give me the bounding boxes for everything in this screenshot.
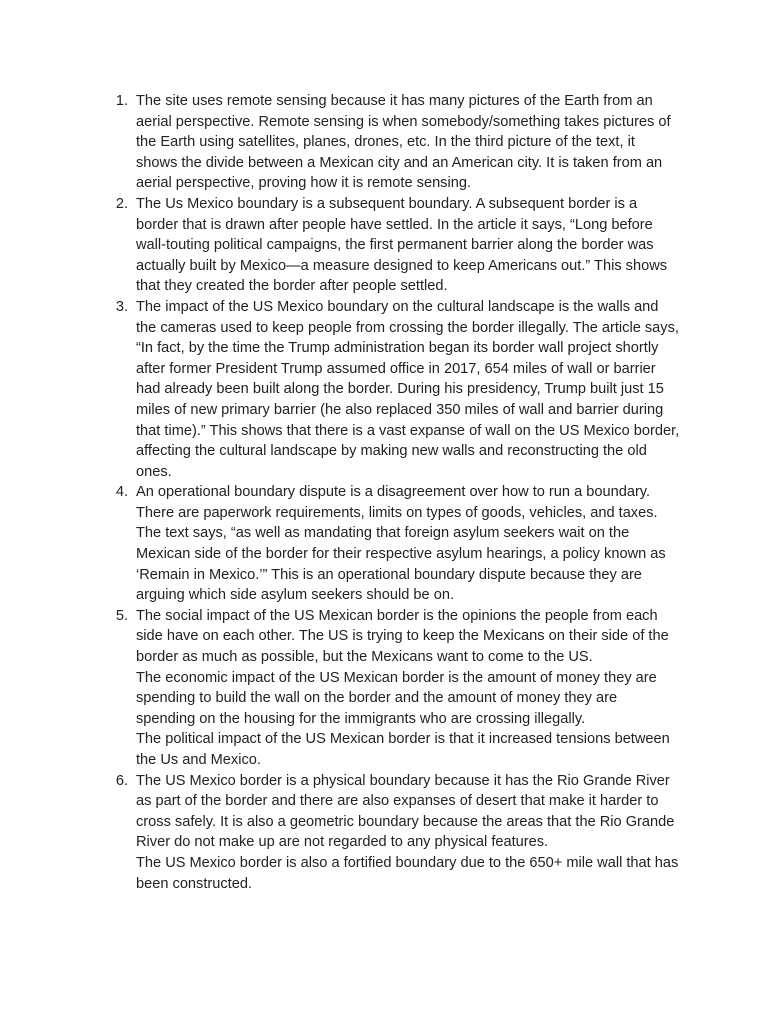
item-number: 3. bbox=[115, 298, 128, 315]
item-text: The US Mexico border is also a fortified boundary due to the 650+ mile wall that has been constructed. bbox=[136, 854, 679, 892]
item-text: The site uses remote sensing because it has many pictures of the Earth from an aerial perspective. Remote sensing is when somebody/something takes pictures of the Earth using satellites, planes, drones, etc. In the third picture of the text, it shows the divide between a Mexican city and an American city. It is taken from an aerial perspective, proving how it is remote sensing. bbox=[136, 93, 671, 192]
list-item bbox=[108, 482, 680, 606]
item-number: 5. bbox=[115, 607, 128, 624]
item-number: 2. bbox=[115, 195, 128, 212]
item-text: The social impact of the US Mexican border is the opinions the people from each side have on each other. The US is trying to keep the Mexicans on their side of the border as much as possible, but the Mexicans want to come to the US. bbox=[136, 607, 669, 666]
item-text: The impact of the US Mexico boundary on the cultural landscape is the walls and the cameras used to keep people from crossing the border illegally. The article says, “In fact, by the time the Trump administration began its border wall project shortly after former President Trump assumed office in 2017, 654 miles of wall or barrier had already been built along the border. During his presidency, Trump built just 15 miles of new primary barrier (he also replaced 350 miles of wall and barrier during that time).” This shows that there is a vast expanse of wall on the US Mexico border, affecting the cultural landscape by making new walls and reconstructing the old ones. bbox=[136, 298, 680, 480]
list-item bbox=[108, 297, 680, 482]
item-text: The Us Mexico boundary is a subsequent boundary. A subsequent border is a border that is drawn after people have settled. In the article it says, “Long before wall-touting political campaigns, the first permanent barrier along the border was actually built by Mexico—a measure designed to keep Americans out.” This shows that they created the border after people settled. bbox=[136, 195, 668, 295]
item-text: An operational boundary dispute is a disagreement over how to run a boundary. There are paperwork requirements, limits on types of goods, vehicles, and taxes. The text says, “as well as mandating that foreign asylum seekers wait on the Mexican side of the border for their respective asylum hearings, a policy known as ‘Remain in Mexico.’” This is an operational boundary dispute because they are arguing which side asylum seekers should be on. bbox=[136, 484, 666, 604]
item-number: 4. bbox=[115, 484, 128, 501]
list-item bbox=[108, 91, 680, 194]
item-text: The political impact of the US Mexican border is that it increased tensions between the Us and Mexico. bbox=[136, 731, 670, 768]
list-item bbox=[108, 771, 680, 895]
item-text: The economic impact of the US Mexican border is the amount of money they are spending to build the wall on the border and the amount of money they are spending on the housing for the immigrants who are crossing illegally. bbox=[136, 669, 657, 727]
list-item bbox=[108, 194, 680, 297]
item-number: 1. bbox=[115, 93, 128, 109]
item-number: 6. bbox=[115, 772, 128, 789]
answer-list bbox=[108, 91, 680, 894]
list-item bbox=[108, 606, 680, 771]
item-text: The US Mexico border is a physical boundary because it has the Rio Grande River as part of the border and there are also expanses of desert that make it harder to cross safely. It is also a geometric boundary because the areas that the Rio Grande River do not make up are not regarded to any physical features. bbox=[136, 772, 675, 851]
